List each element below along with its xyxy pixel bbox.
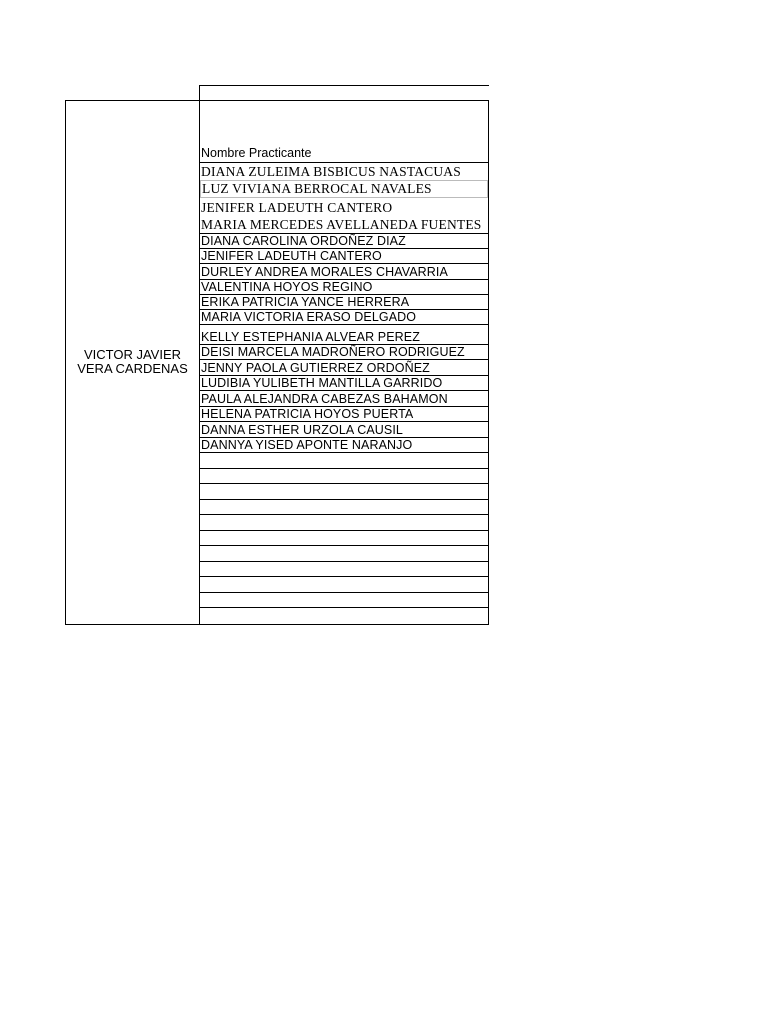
- table-row: [200, 407, 488, 422]
- table-row: [200, 422, 488, 438]
- table-row-empty: [200, 546, 488, 562]
- tutor-name: [66, 100, 199, 623]
- practicante-name: DIANA ZULEIMA BISBICUS NASTACUAS: [201, 164, 461, 179]
- column-header-nombre-practicante: Nombre Practicante: [201, 146, 312, 160]
- table-row: [200, 310, 488, 325]
- table-row-empty: [200, 469, 488, 484]
- practicante-name: LUDIBIA YULIBETH MANTILLA GARRIDO: [201, 376, 443, 390]
- table-row-empty: [200, 500, 488, 515]
- practicante-name: MARIA MERCEDES AVELLANEDA FUENTES: [201, 217, 482, 232]
- practicantes-table: [199, 163, 489, 625]
- table-row-empty: [200, 593, 488, 608]
- table-row: [200, 360, 488, 376]
- table-row: [200, 345, 488, 360]
- table-row: [200, 280, 488, 295]
- table-row: [200, 216, 488, 234]
- table-row-empty: [200, 453, 488, 469]
- table-row: [200, 198, 488, 216]
- table-row: [200, 264, 488, 280]
- table-row: [200, 163, 488, 180]
- table-row-empty: [200, 562, 488, 577]
- practicante-name: LUZ VIVIANA BERROCAL NAVALES: [202, 181, 432, 196]
- table-row: [200, 249, 488, 264]
- practicante-name: DANNA ESTHER URZOLA CAUSIL: [201, 423, 403, 437]
- tutor-name-line-2: VERA CARDENAS: [77, 360, 188, 376]
- practicante-name: MARIA VICTORIA ERASO DELGADO: [201, 310, 417, 324]
- practicante-name: PAULA ALEJANDRA CABEZAS BAHAMON: [201, 392, 448, 406]
- practicante-name: VALENTINA HOYOS REGINO: [201, 280, 373, 294]
- practicante-name: DURLEY ANDREA MORALES CHAVARRIA: [201, 265, 448, 279]
- table-row: [200, 391, 488, 407]
- practicante-name: JENIFER LADEUTH CANTERO: [201, 249, 382, 263]
- sheet-top-divider: [199, 85, 200, 101]
- table-row: [200, 295, 488, 310]
- table-row: [200, 234, 488, 249]
- table-row: [200, 376, 488, 391]
- table-row-empty: [200, 531, 488, 546]
- table-row-empty: [200, 484, 488, 500]
- sheet-top-border: [199, 85, 489, 86]
- practicante-name: DEISI MARCELA MADROÑERO RODRIGUEZ: [201, 345, 465, 359]
- table-row: [200, 438, 488, 453]
- table-row-empty: [200, 515, 488, 531]
- table-row: [200, 325, 488, 345]
- practicante-name: JENNY PAOLA GUTIERREZ ORDOÑEZ: [201, 361, 430, 375]
- table-row-empty: [200, 577, 488, 593]
- practicante-name: DANNYA YISED APONTE NARANJO: [201, 438, 413, 452]
- table-row: [200, 180, 488, 198]
- tutor-name-line-1: VICTOR JAVIER: [83, 346, 182, 362]
- practicante-name: ERIKA PATRICIA YANCE HERRERA: [201, 295, 410, 309]
- practicante-name: HELENA PATRICIA HOYOS PUERTA: [201, 407, 414, 421]
- practicante-name: JENIFER LADEUTH CANTERO: [201, 200, 393, 215]
- practicante-name: DIANA CAROLINA ORDOÑEZ DIAZ: [201, 234, 406, 248]
- practicante-name: KELLY ESTEPHANIA ALVEAR PEREZ: [201, 330, 420, 344]
